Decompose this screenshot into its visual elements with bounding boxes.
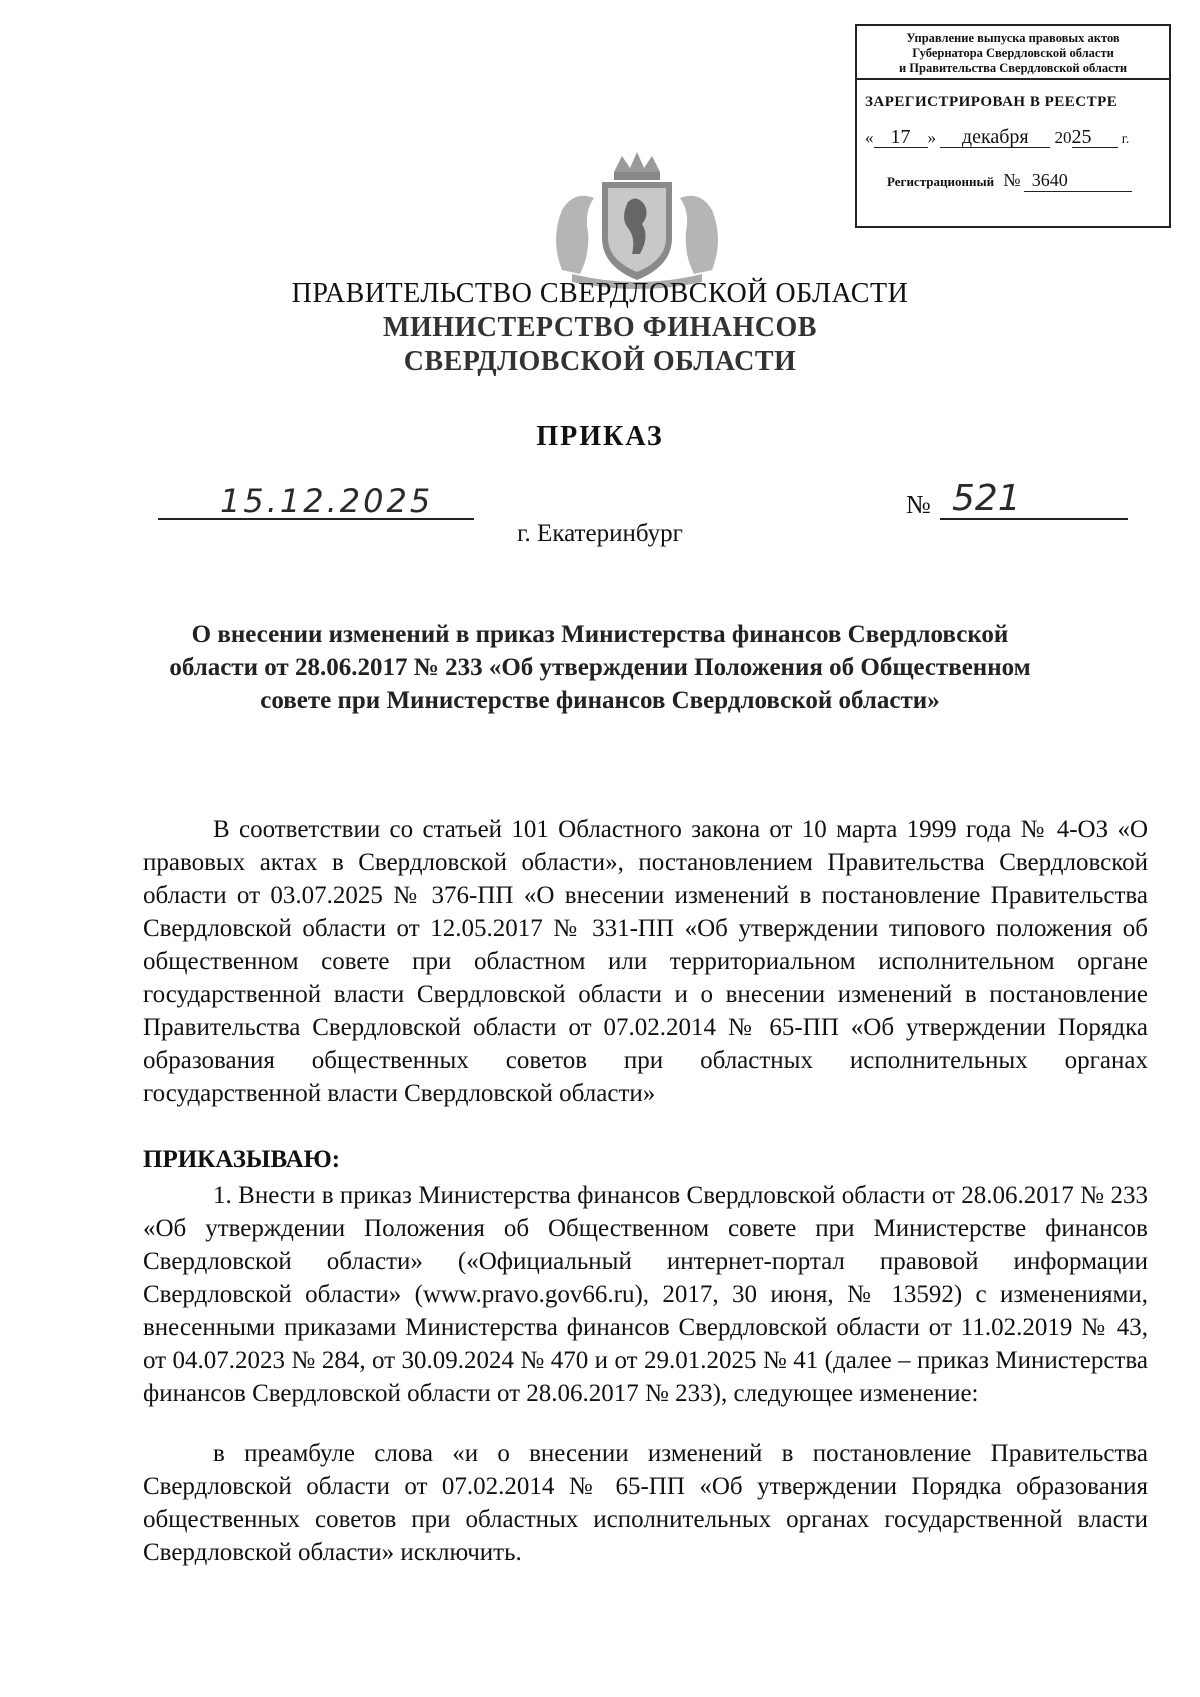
stamp-registered-label: ЗАРЕГИСТРИРОВАН В РЕЕСТРЕ: [865, 94, 1118, 110]
stamp-number-sign: №: [1003, 170, 1021, 190]
decree-word: ПРИКАЗЫВАЮ:: [143, 1146, 341, 1173]
coat-of-arms-icon: [532, 150, 742, 290]
stamp-month: декабря: [940, 127, 1050, 148]
stamp-reg-number-row: [887, 170, 1169, 192]
stamp-header: [857, 26, 1169, 80]
stamp-header-line3: и Правительства Свердловской области: [898, 61, 1128, 75]
stamp-header-line1: Управление выпуска правовых актов: [906, 31, 1120, 45]
stamp-quote-close: »: [927, 128, 936, 147]
order-number-sign: №: [906, 490, 931, 519]
order-number-handwritten: 521: [952, 478, 1021, 519]
item-1-paragraph: [143, 1179, 1148, 1410]
ministry-title-line1: МИНИСТЕРСТВО ФИНАНСОВ: [383, 312, 817, 343]
paragraph-text: В соответствии со статьей 101 Областного закона от 10 марта 1999 года № 4-ОЗ «О правовых актах в Свердловской области», постановлением Правительства Свердловской области от 03.07.2025 № 376-ПП «О внесении изменений в постановление Правительства Свердловской области от 12.05.2017 № 331-ПП «Об утверждении типового положения об общественном совете при областном или территориальном исполнительном органе государственной власти Свердловской области и о внесении изменений в постановление Правительства Свердловской области от 07.02.2014 № 65-ПП «Об утверждении Порядка образования общественных советов при областных исполнительных органах государственной власти Свердловской области»: [143, 816, 1148, 1107]
stamp-header-line2: Губернатора Свердловской области: [912, 46, 1114, 60]
document-type-title: ПРИКАЗ: [536, 421, 664, 452]
order-subject: О внесении изменений в приказ Министерства финансов Свердловской области от 28.06.2017 № 233 «Об утверждении Положения об Общественном совете при Министерстве финансов Свердловской области»: [169, 621, 1031, 714]
order-date-handwritten: 15.12.2025: [220, 482, 434, 520]
change-paragraph: [143, 1437, 1148, 1569]
stamp-year-suffix: 25: [1072, 127, 1118, 148]
government-title: ПРАВИТЕЛЬСТВО СВЕРДЛОВСКОЙ ОБЛАСТИ: [291, 278, 909, 309]
registration-stamp: [855, 24, 1171, 228]
stamp-year-unit: г.: [1121, 132, 1130, 147]
stamp-reg-label: Регистрационный: [887, 174, 995, 189]
stamp-year-prefix: 20: [1054, 128, 1072, 147]
stamp-quote-open: «: [865, 128, 874, 147]
paragraph-text: в преамбуле слова «и о внесении изменений в постановление Правительства Свердловской области от 07.02.2014 № 65-ПП «Об утверждении Порядка образования общественных советов при областных исполнительных органах государственной власти Свердловской области» исключить.: [143, 1440, 1148, 1566]
preamble-paragraph: [143, 813, 1148, 1110]
paragraph-text: 1. Внести в приказ Министерства финансов Свердловской области от 28.06.2017 № 233 «Об утверждении Положения об Общественном совете при Министерстве финансов Свердловской области» («Официальный интернет-портал правовой информации Свердловской области» (www.pravo.gov66.ru), 2017, 30 июня, № 13592) с изменениями, внесенными приказами Министерства финансов Свердловской области от 11.02.2019 № 43, от 04.07.2023 № 284, от 30.09.2024 № 470 и от 29.01.2025 № 41 (далее – приказ Министерства финансов Свердловской области от 28.06.2017 № 233), следующее изменение:: [143, 1182, 1148, 1407]
stamp-day: 17: [874, 127, 928, 148]
ministry-title-line2: СВЕРДЛОВСКОЙ ОБЛАСТИ: [403, 346, 797, 377]
stamp-date: [865, 127, 1169, 148]
stamp-reg-number: 3640: [1024, 170, 1132, 192]
order-city: г. Екатеринбург: [517, 520, 683, 547]
